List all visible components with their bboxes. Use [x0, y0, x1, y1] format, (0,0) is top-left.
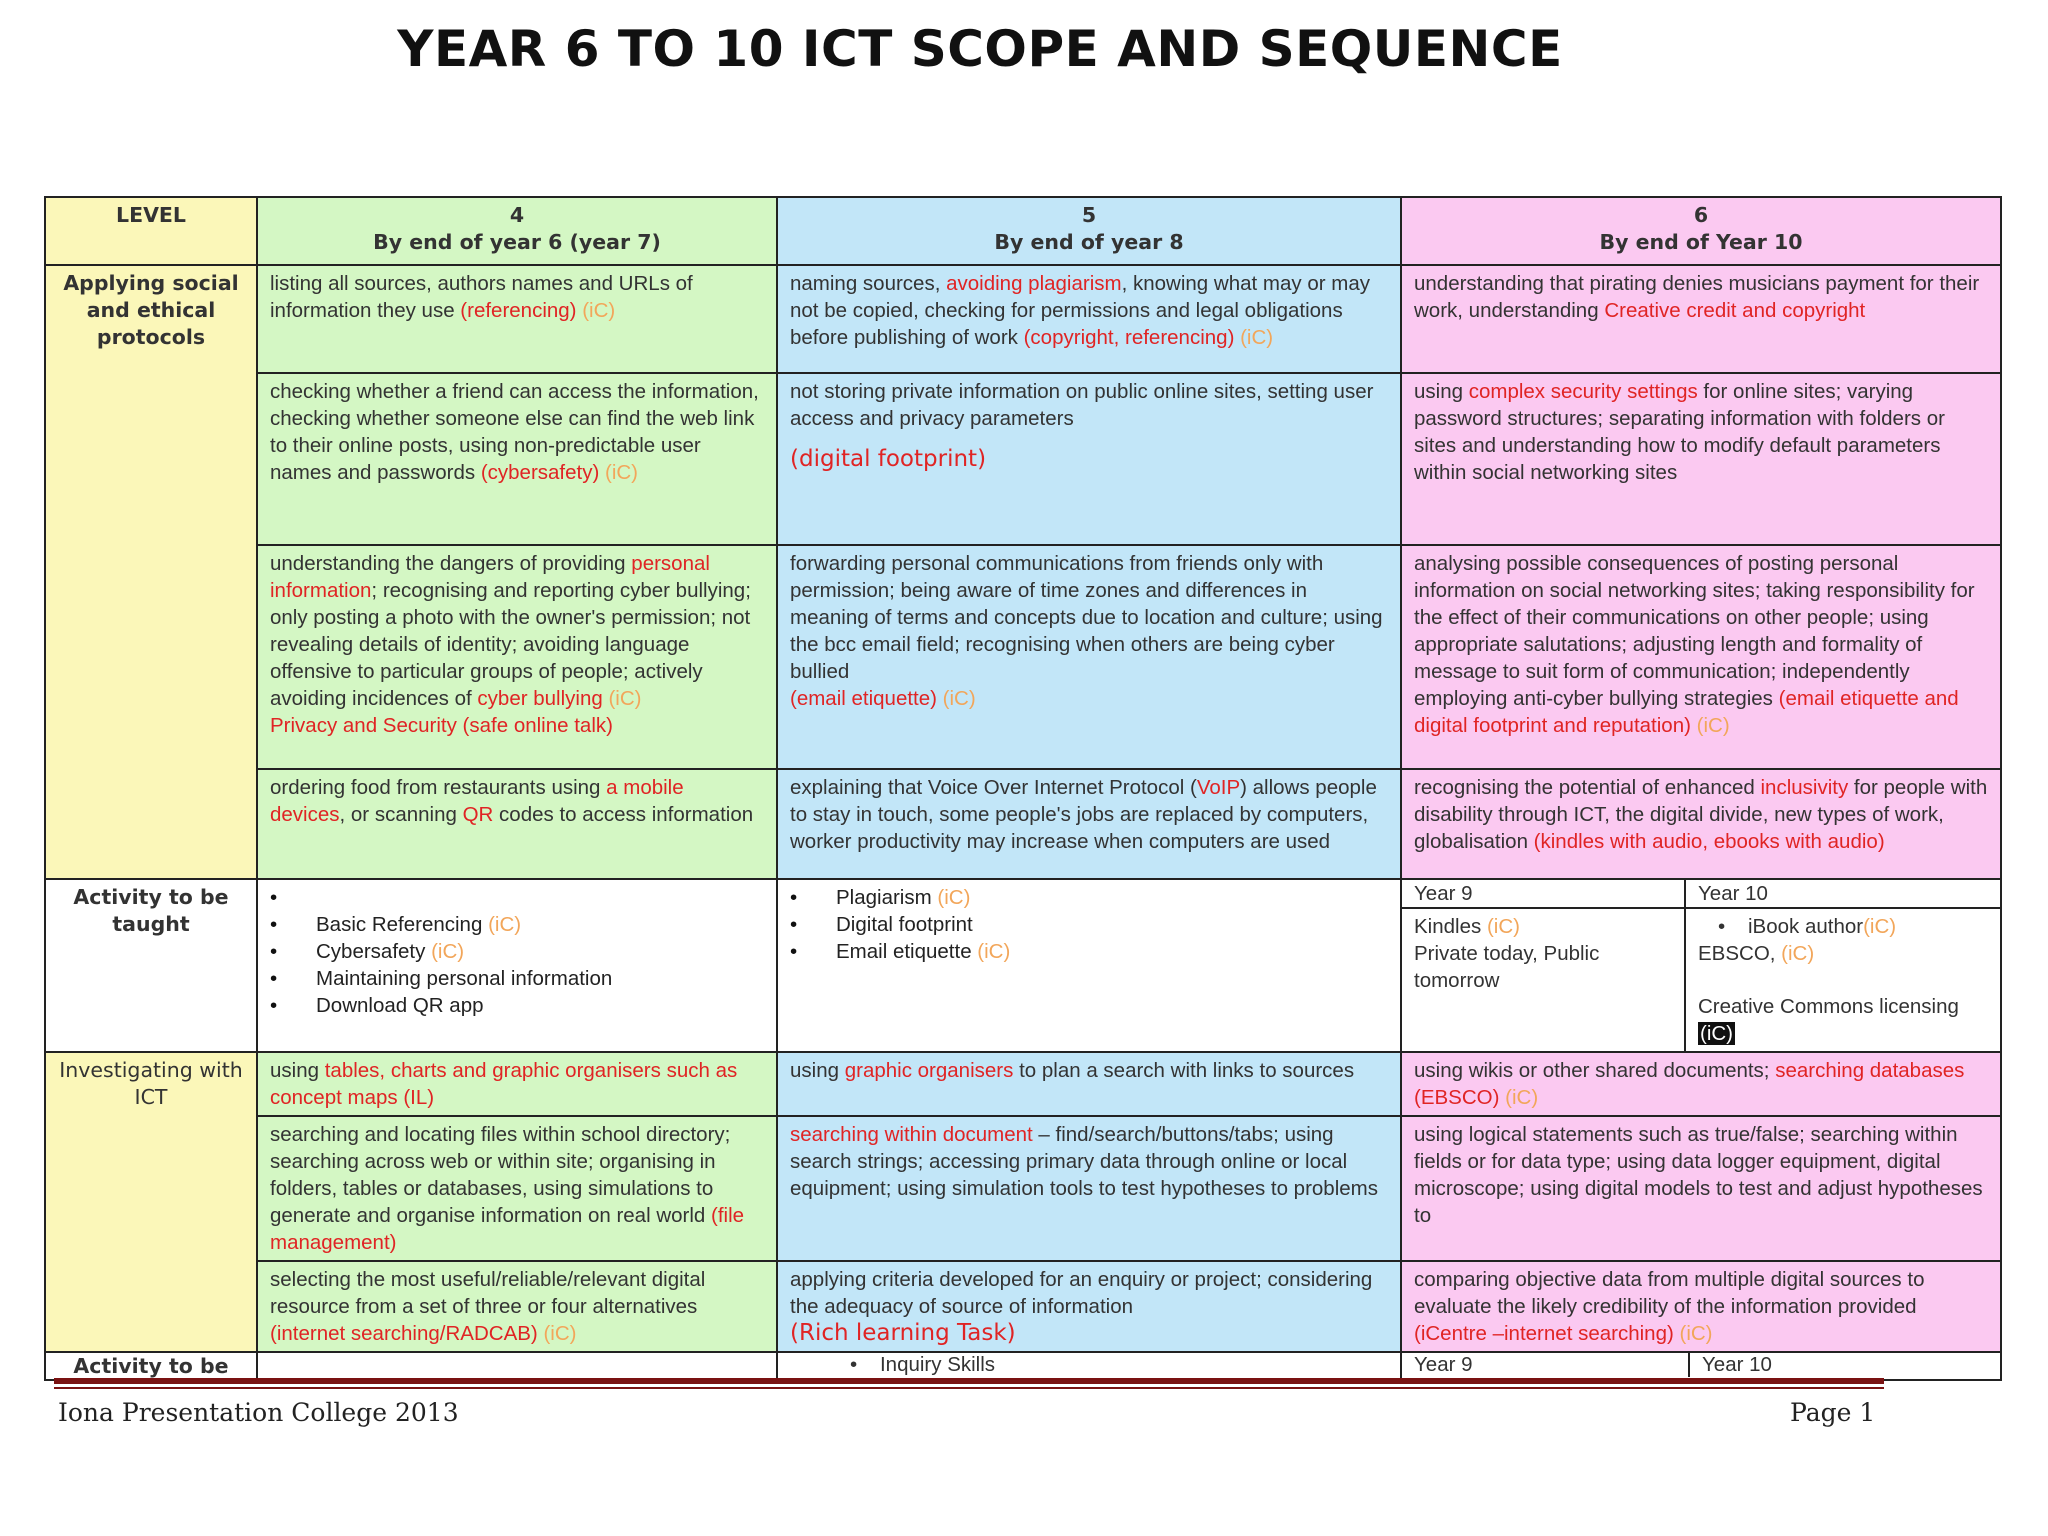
cell-investigating-1-y10: using wikis or other shared documents; searching databases (EBSCO) (iC): [1401, 1052, 2001, 1116]
col-header-year10: 6 By end of Year 10: [1401, 197, 2001, 265]
list-item: • Download QR app: [270, 992, 764, 1019]
col-header-year6: 4 By end of year 6 (year 7): [257, 197, 777, 265]
row-label-applying: Applying social and ethical protocols: [45, 265, 257, 879]
activity2-year9-label: Year 9: [1402, 1353, 1690, 1377]
cell-investigating-1-y6: using tables, charts and graphic organisers such as concept maps (IL): [257, 1052, 777, 1116]
footer-college: Iona Presentation College 2013: [58, 1398, 459, 1427]
level-header: LEVEL: [45, 197, 257, 265]
footer-rule-thick: [54, 1378, 1884, 1384]
table-row: [45, 265, 2001, 373]
row-label-investigating: Investigating with ICT: [45, 1052, 257, 1352]
table-row: [45, 1052, 2001, 1116]
cell-activity2-y6: [257, 1352, 777, 1380]
col-header-year8: 5 By end of year 8: [777, 197, 1401, 265]
table-row: [45, 769, 2001, 879]
document-title: YEAR 6 TO 10 ICT SCOPE AND SEQUENCE: [397, 20, 1563, 78]
cell-activity2-y8: • Inquiry Skills: [777, 1352, 1401, 1380]
cell-investigating-3-y6: selecting the most useful/reliable/relevant digital resource from a set of three or four alternatives (internet searching/RADCAB) (iC): [257, 1261, 777, 1352]
table-row: [45, 1352, 2001, 1380]
list-item: • Email etiquette (iC): [790, 938, 1388, 965]
cell-applying-2-y6: checking whether a friend can access the information, checking whether someone else can find the web link to their online posts, using non-predictable user names and passwords (cybersafety) (iC): [257, 373, 777, 545]
cell-applying-1-y6: listing all sources, authors names and URLs of information they use (referencing) (iC): [257, 265, 777, 373]
cell-investigating-1-y8: using graphic organisers to plan a search with links to sources: [777, 1052, 1401, 1116]
activity2-year-split: [1402, 1353, 2000, 1377]
activity2-year10-label: Year 10: [1702, 1353, 1772, 1376]
cell-applying-4-y6: ordering food from restaurants using a mobile devices, or scanning QR codes to access information: [257, 769, 777, 879]
list-item: • Maintaining personal information: [270, 965, 764, 992]
list-item: • Digital footprint: [790, 911, 1388, 938]
cell-investigating-2-y10: using logical statements such as true/false; searching within fields or for data type; using data logger equipment, digital microscope; using digital models to test and adjust hypotheses to: [1401, 1116, 2001, 1261]
table-row: [45, 1261, 2001, 1352]
cell-applying-4-y10: recognising the potential of enhanced inclusivity for people with disability through ICT, the digital divide, new types of work, globalisation (kindles with audio, ebooks with audio): [1401, 769, 2001, 879]
cell-applying-4-y8: explaining that Voice Over Internet Protocol (VoIP) allows people to stay in touch, some people's jobs are replaced by computers, worker productivity may increase when computers are used: [777, 769, 1401, 879]
year9-label: Year 9: [1402, 880, 1684, 909]
activity-year-split: [1402, 880, 2000, 1051]
footer-rule-thin: [54, 1387, 1884, 1389]
cell-activity-y6: [257, 879, 777, 1052]
header-row: [45, 197, 2001, 265]
activity-list-y8: [790, 884, 1388, 965]
row-label-activity: Activity to be taught: [45, 879, 257, 1052]
activity-list-y6: [270, 884, 764, 1019]
cell-applying-3-y10: analysing possible consequences of posting personal information on social networking sites; taking responsibility for the effect of their communications on other people; using appropriate salutations; adjusting length and formality of message to suit form of communication; independently employing anti-cyber bullying strategies (email etiquette and digital footprint and reputation) (iC): [1401, 545, 2001, 769]
cell-applying-1-y10: understanding that pirating denies musicians payment for their work, understanding Creative credit and copyright: [1401, 265, 2001, 373]
row-label-activity-2: Activity to be: [45, 1352, 257, 1380]
table-row: [45, 1116, 2001, 1261]
cell-investigating-2-y6: searching and locating files within school directory; searching across web or within site; organising in folders, tables or databases, using simulations to generate and organise information on real world (file management): [257, 1116, 777, 1261]
table-row: [45, 879, 2001, 1052]
cell-applying-3-y6: understanding the dangers of providing personal information; recognising and reporting cyber bullying; only posting a photo with the owner's permission; not revealing details of identity; avoiding language offensive to particular groups of people; actively avoiding incidences of cyber bullying (iC) Privacy and Security (safe online talk): [257, 545, 777, 769]
cell-activity-y8: [777, 879, 1401, 1052]
table-row: [45, 545, 2001, 769]
cell-applying-2-y10: using complex security settings for online sites; varying password structures; separating information with folders or sites and understanding how to modify default parameters within social networking sites: [1401, 373, 2001, 545]
cell-activity2-y10: [1401, 1352, 2001, 1380]
cell-investigating-3-y8: applying criteria developed for an enquiry or project; considering the adequacy of source of information (Rich learning Task): [777, 1261, 1401, 1352]
cell-applying-1-y8: naming sources, avoiding plagiarism, knowing what may or may not be copied, checking for permissions and legal obligations before publishing of work (copyright, referencing) (iC): [777, 265, 1401, 373]
list-item: • Cybersafety (iC): [270, 938, 764, 965]
list-item: • Plagiarism (iC): [790, 884, 1388, 911]
activity-year9: Year 9 Kindles (iC) Private today, Public tomorrow: [1402, 880, 1686, 1051]
list-item: [270, 884, 764, 911]
footer-page-number: Page 1: [1790, 1398, 1876, 1427]
scope-sequence-table: [44, 196, 2002, 1381]
year10-label: Year 10: [1686, 880, 2000, 909]
table-row: [45, 373, 2001, 545]
cell-applying-3-y8: forwarding personal communications from friends only with permission; being aware of time zones and differences in meaning of terms and concepts due to location and culture; using the bcc email field; recognising when others are being cyber bullied (email etiquette) (iC): [777, 545, 1401, 769]
cell-investigating-2-y8: searching within document – find/search/buttons/tabs; using search strings; accessing primary data through online or local equipment; using simulation tools to test hypotheses to problems: [777, 1116, 1401, 1261]
cell-activity-y10: [1401, 879, 2001, 1052]
activity-year10: Year 10 • iBook author(iC) EBSCO, (iC) Creative Commons licensing (iC): [1686, 880, 2000, 1051]
cell-investigating-3-y10: comparing objective data from multiple digital sources to evaluate the likely credibility of the information provided (iCentre –internet searching) (iC): [1401, 1261, 2001, 1352]
cell-applying-2-y8: not storing private information on public online sites, setting user access and privacy parameters (digital footprint): [777, 373, 1401, 545]
list-item: • Basic Referencing (iC): [270, 911, 764, 938]
